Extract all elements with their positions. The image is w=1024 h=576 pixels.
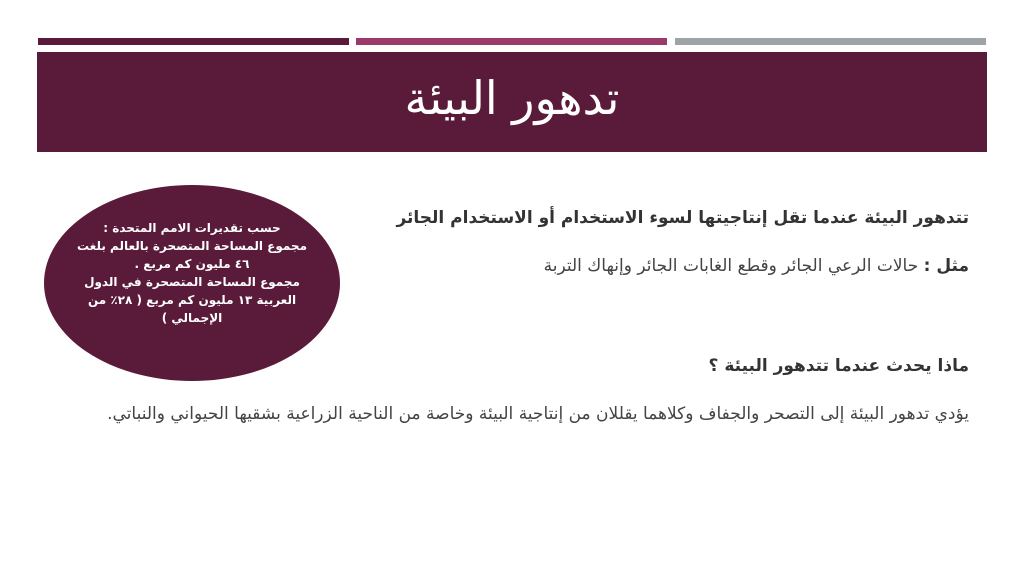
top-accent-bar-dark <box>38 38 349 45</box>
callout-line: حسب تقديرات الامم المتحدة : <box>103 221 281 235</box>
callout-line: ٤٦ مليون كم مربع . <box>134 257 250 271</box>
top-accent-bar-gray <box>675 38 986 45</box>
example-label: مثل : <box>923 256 969 276</box>
example-text: حالات الرعي الجائر وقطع الغابات الجائر وإنهاك التربة <box>543 256 919 276</box>
callout-text <box>67 219 317 327</box>
callout-line: العربية ١٣ مليون كم مربع ( ٢٨٪ من <box>87 293 297 307</box>
callout-line: الإجمالي ) <box>161 311 223 325</box>
answer-paragraph: يؤدي تدهور البيئة إلى التصحر والجفاف وكلاهما يقللان من إنتاجية البيئة وخاصة من الناحية الزراعية بشقيها الحيواني والنباتي. <box>107 404 969 424</box>
definition-text: تتدهور البيئة عندما تقل إنتاجيتها لسوء الاستخدام أو الاستخدام الجائر <box>396 208 969 228</box>
callout-line: مجموع المساحة المتصحرة في الدول <box>84 275 300 289</box>
question-text: ماذا يحدث عندما تتدهور البيئة ؟ <box>708 356 969 376</box>
title-band <box>37 52 987 152</box>
top-accent-bar-magenta <box>356 38 667 45</box>
slide-title: تدهور البيئة <box>404 71 620 125</box>
example-line <box>544 254 969 279</box>
callout-line: مجموع المساحة المتصحرة بالعالم بلغت <box>76 239 308 253</box>
callout-bubble <box>44 185 340 381</box>
